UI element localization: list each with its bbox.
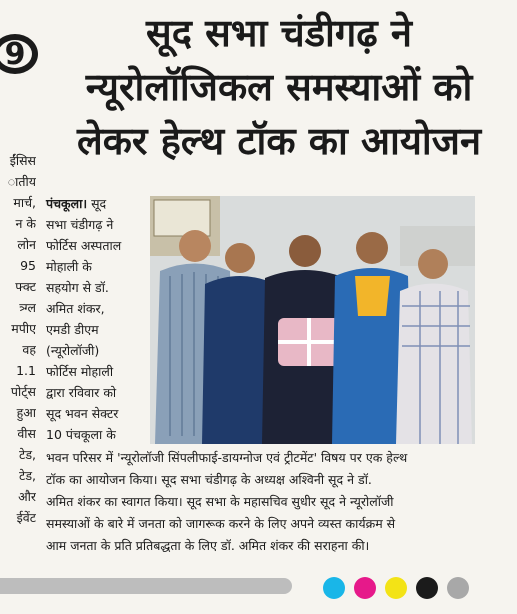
- left-col-line: टेड,: [19, 447, 36, 462]
- left-col-line: पोर्ट्स: [10, 384, 36, 399]
- article-line: सभा चंडीगढ़ ने: [46, 217, 114, 232]
- left-col-line: हुआ: [16, 405, 36, 420]
- article-line: समस्याओं के बारे में जनता को जागरूक करने के लिए अपने व्यस्त कार्यक्रम से: [46, 516, 396, 531]
- gray-registration-dot: [447, 577, 469, 599]
- dateline: पंचकूला।: [46, 196, 88, 211]
- left-col-line: और: [18, 489, 36, 504]
- article-line: आम जनता के प्रति प्रतिबद्धता के लिए डॉ. अमित शंकर की सराहना की।: [46, 538, 370, 553]
- article-line: द्वारा रविवार को: [46, 385, 117, 400]
- left-col-line: 1.1: [16, 363, 36, 378]
- left-col-line: ातीय: [7, 174, 36, 189]
- registration-bar: [0, 578, 292, 594]
- article-line: सूद: [91, 196, 107, 211]
- article-body-wide: [46, 447, 476, 557]
- yellow-registration-dot: [385, 577, 407, 599]
- page-number-badge: 9: [0, 34, 38, 74]
- left-col-line: फ्क्ट: [15, 279, 36, 294]
- left-col-line: त्र्ग्ल: [19, 300, 36, 315]
- left-col-line: वीस: [17, 426, 36, 441]
- headline: [44, 6, 514, 168]
- article-line: एमडी डीएम: [46, 322, 99, 337]
- headline-line-1: सूद सभा चंडीगढ़ ने: [146, 11, 412, 55]
- left-col-line: वह: [22, 342, 36, 357]
- left-col-line: न के: [15, 216, 36, 231]
- adjacent-column-clipped: [0, 150, 36, 550]
- left-col-line: ईवेंट: [16, 510, 36, 525]
- left-col-line: लोन: [17, 237, 36, 252]
- article-line: भवन परिसर में 'न्यूरोलॉजी सिंपलीफाई-डायग्नोज एवं ट्रीटमेंट' विषय पर एक हेल्थ: [46, 450, 408, 465]
- headline-line-3: लेकर हेल्थ टॉक का आयोजन: [76, 119, 482, 163]
- article-line: 10 पंचकूला के: [46, 427, 116, 442]
- article-line: फोर्टिस मोहाली: [46, 364, 114, 379]
- article-line: फोर्टिस अस्पताल: [46, 238, 122, 253]
- article-line: टॉक का आयोजन किया। सूद सभा चंडीगढ़ के अध्यक्ष अश्विनी सूद ने डॉ.: [46, 472, 372, 487]
- left-col-line: टेड,: [19, 468, 36, 483]
- black-registration-dot: [416, 577, 438, 599]
- left-col-line: मार्च,: [13, 195, 36, 210]
- cyan-registration-dot: [323, 577, 345, 599]
- headline-line-2: न्यूरोलॉजिकल समस्याओं को: [85, 65, 473, 109]
- left-col-line: 95: [20, 258, 36, 273]
- article-line: अमित शंकर,: [46, 301, 105, 316]
- magenta-registration-dot: [354, 577, 376, 599]
- left-col-line: ईंसिस: [9, 153, 36, 168]
- article-line: (न्यूरोलॉजी): [46, 343, 100, 358]
- article-line: मोहाली के: [46, 259, 92, 274]
- article-line: अमित शंकर का स्वागत किया। सूद सभा के महासचिव सुधीर सूद ने न्यूरोलॉजी: [46, 494, 394, 509]
- article-line: सूद भवन सेक्टर: [46, 406, 119, 421]
- article-body-narrow: [46, 193, 146, 445]
- left-col-line: मपीए: [11, 321, 36, 336]
- article-line: सहयोग से डॉ.: [46, 280, 109, 295]
- event-photo: [150, 196, 475, 444]
